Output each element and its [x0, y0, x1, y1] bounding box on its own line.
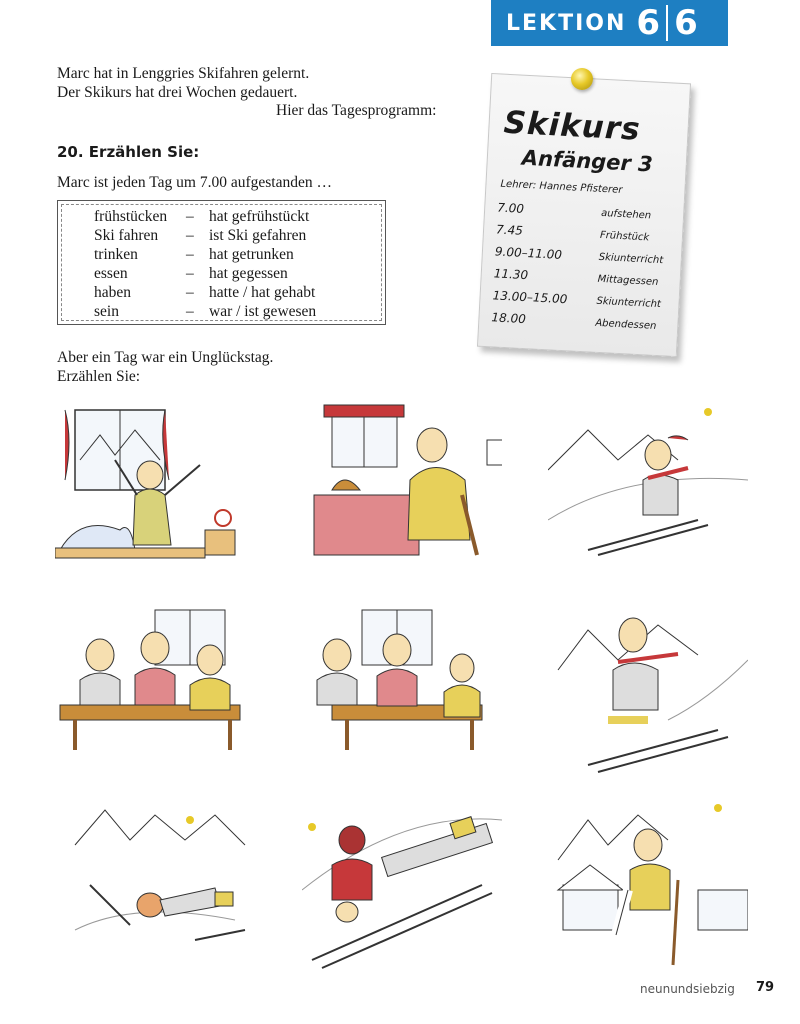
panel-skiing-2 — [548, 600, 748, 780]
lesson-header — [491, 0, 728, 46]
schedule-activity: Mittagessen — [597, 273, 659, 288]
verb-past: hat gegessen — [209, 265, 288, 282]
lesson-label: LEKTION — [506, 10, 627, 36]
verb-table — [57, 200, 386, 325]
schedule-time: 7.45 — [495, 222, 524, 238]
verb-infinitive: sein — [94, 303, 119, 320]
schedule-activity: Skiunterricht — [598, 251, 664, 267]
panel-cast — [548, 800, 748, 980]
schedule-row — [491, 310, 662, 335]
verb-dash: – — [186, 208, 194, 225]
outro-line-1: Aber ein Tag war ein Unglückstag. — [57, 349, 274, 366]
pushpin-icon — [571, 68, 593, 90]
panel-breakfast — [302, 400, 502, 580]
page-word: neunundsiebzig — [640, 982, 735, 996]
schedule-activity: Skiunterricht — [596, 295, 662, 311]
panel-lunch-2 — [302, 600, 502, 780]
exercise-title: 20. Erzählen Sie: — [57, 143, 200, 161]
intro-line-1: Marc hat in Lenggries Skifahren gelernt. — [57, 65, 310, 82]
schedule-row — [496, 222, 667, 247]
panel-lunch-1 — [55, 600, 255, 780]
schedule-time: 13.00–15.00 — [492, 288, 568, 307]
verb-infinitive: frühstücken — [94, 208, 168, 225]
verb-past: hatte / hat gehabt — [209, 284, 316, 301]
schedule-row — [492, 288, 663, 313]
verb-past: war / ist gewesen — [209, 303, 317, 320]
verb-dash: – — [186, 246, 194, 263]
verb-infinitive: essen — [94, 265, 128, 282]
schedule-time: 9.00–11.00 — [494, 244, 563, 262]
schedule-activity: Frühstück — [599, 229, 650, 244]
schedule-row — [497, 200, 668, 225]
lesson-number: 6 — [636, 3, 661, 43]
verb-infinitive: Ski fahren — [94, 227, 159, 244]
intro-line-3: Hier das Tagesprogramm: — [276, 102, 437, 119]
verb-dash: – — [186, 303, 194, 320]
verb-dash: – — [186, 284, 194, 301]
panel-waking-up — [55, 400, 255, 580]
exercise-prompt: Marc ist jeden Tag um 7.00 aufgestanden … — [57, 174, 332, 191]
intro-line-2: Der Skikurs hat drei Wochen gedauert. — [57, 84, 298, 101]
schedule-row — [495, 244, 666, 269]
verb-dash: – — [186, 227, 194, 244]
schedule-time: 11.30 — [493, 266, 529, 283]
schedule-row — [493, 266, 664, 291]
verb-past: hat getrunken — [209, 246, 294, 263]
schedule-time: 18.00 — [491, 310, 527, 327]
verb-past: ist Ski gefahren — [209, 227, 307, 244]
note-title: Skikurs — [502, 104, 642, 148]
verb-infinitive: trinken — [94, 246, 138, 263]
panel-fall — [55, 800, 255, 980]
header-divider — [666, 5, 668, 41]
panel-rescue — [302, 800, 502, 980]
intro-text — [57, 64, 309, 102]
schedule-note — [477, 73, 691, 357]
verb-dash: – — [186, 265, 194, 282]
page-number: 79 — [756, 980, 775, 995]
note-subtitle: Anfänger 3 — [521, 145, 654, 177]
note-teacher: Lehrer: Hannes Pfisterer — [500, 178, 623, 196]
schedule-activity: Abendessen — [595, 317, 657, 332]
schedule-activity: aufstehen — [600, 207, 652, 222]
schedule-time: 7.00 — [496, 200, 525, 216]
outro-line-2: Erzählen Sie: — [57, 368, 141, 385]
verb-past: hat gefrühstückt — [209, 208, 310, 225]
panel-skiing-1 — [548, 400, 748, 580]
outro-text — [57, 348, 273, 386]
verb-infinitive: haben — [94, 284, 132, 301]
lesson-number-2: 6 — [674, 3, 698, 43]
